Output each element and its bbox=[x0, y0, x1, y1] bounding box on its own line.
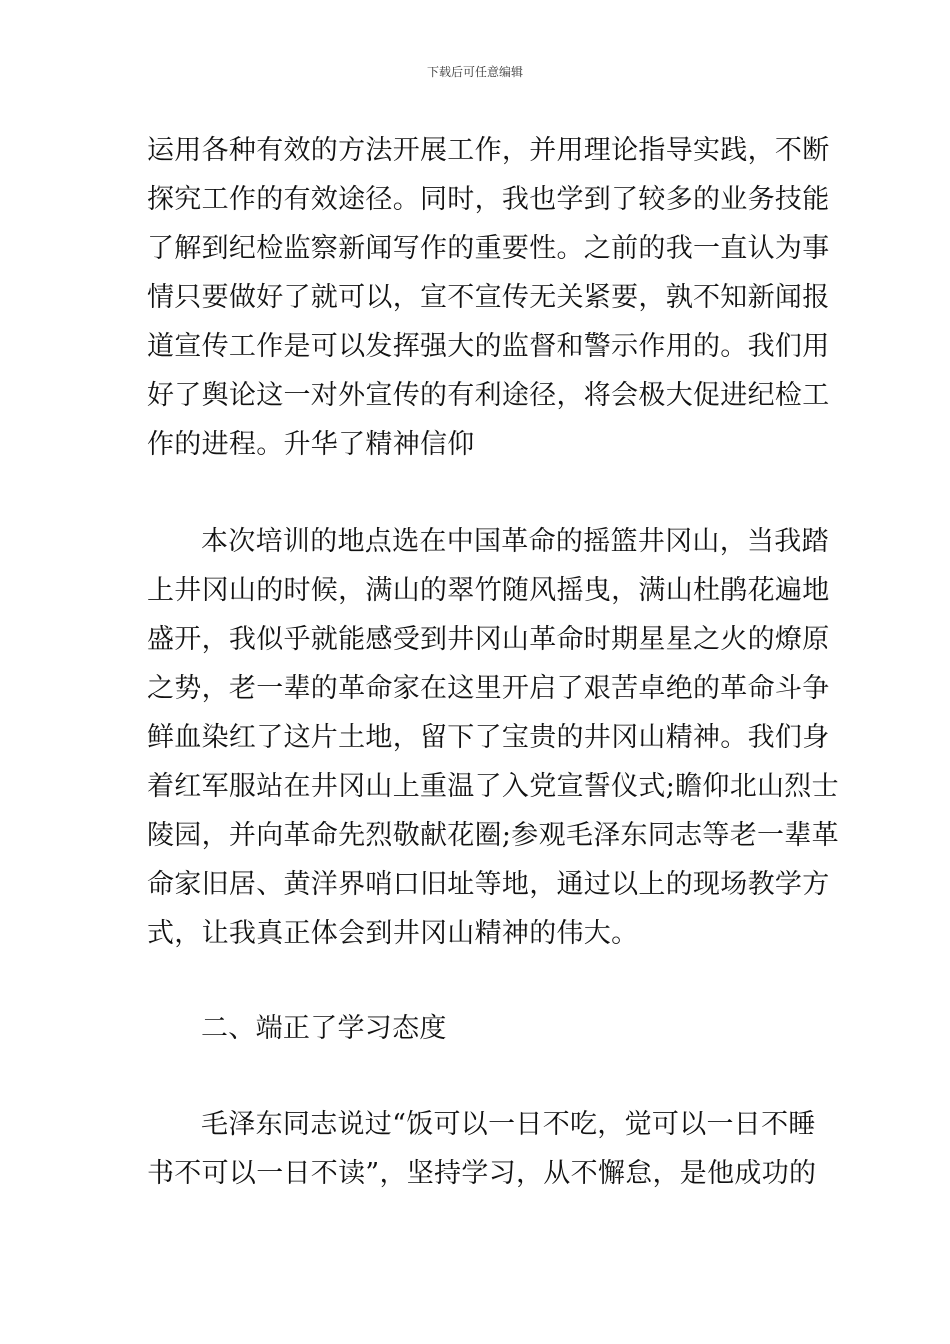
document-body bbox=[147, 126, 839, 1198]
text-line: 命家旧居、黄洋界哨口旧址等地，通过以上的现场教学方 bbox=[147, 869, 830, 900]
paragraph-spacer bbox=[147, 958, 807, 1004]
text-line: 上井冈山的时候，满山的翠竹随风摇曳，满山杜鹃花遍地 bbox=[147, 575, 830, 606]
text-line: 运用各种有效的方法开展工作，并用理论指导实践，不断 bbox=[147, 135, 830, 166]
text-line: 探究工作的有效途径。同时，我也学到了较多的业务技能 bbox=[147, 184, 830, 215]
text-line: 本次培训的地点选在中国革命的摇篮井冈山，当我踏 bbox=[201, 526, 829, 557]
text-line: 着红军服站在井冈山上重温了入党宣誓仪式;瞻仰北山烈士 bbox=[147, 771, 839, 802]
text-line: 好了舆论这一对外宣传的有利途径，将会极大促进纪检工 bbox=[147, 380, 830, 411]
text-line: 式，让我真正体会到井冈山精神的伟大。 bbox=[147, 918, 639, 949]
section-heading-text: 二、端正了学习态度 bbox=[201, 1013, 447, 1044]
text-line: 毛泽东同志说过“饭可以一日不吃，觉可以一日不睡 bbox=[201, 1109, 816, 1140]
paragraph bbox=[147, 517, 839, 958]
text-line: 道宣传工作是可以发挥强大的监督和警示作用的。我们用 bbox=[147, 331, 830, 362]
text-line: 了解到纪检监察新闻写作的重要性。之前的我一直认为事 bbox=[147, 233, 830, 264]
paragraph bbox=[147, 126, 830, 469]
paragraph bbox=[147, 1100, 817, 1198]
section-heading bbox=[147, 1004, 807, 1053]
text-line: 之势，老一辈的革命家在这里开启了艰苦卓绝的革命斗争 bbox=[147, 673, 830, 704]
text-line: 作的进程。升华了精神信仰 bbox=[147, 429, 475, 460]
text-line: 书不可以一日不读”，坚持学习，从不懈怠，是他成功的 bbox=[147, 1158, 817, 1189]
page-header: 下载后可任意编辑 bbox=[426, 65, 523, 79]
text-line: 鲜血染红了这片土地，留下了宝贵的井冈山精神。我们身 bbox=[147, 722, 830, 753]
paragraph-spacer bbox=[147, 1053, 807, 1100]
text-line: 盛开，我似乎就能感受到井冈山革命时期星星之火的燎原 bbox=[147, 624, 830, 655]
paragraph-spacer bbox=[147, 469, 807, 517]
text-line: 情只要做好了就可以，宣不宣传无关紧要，孰不知新闻报 bbox=[147, 282, 830, 313]
text-line: 陵园，并向革命先烈敬献花圈;参观毛泽东同志等老一辈革 bbox=[147, 820, 839, 851]
